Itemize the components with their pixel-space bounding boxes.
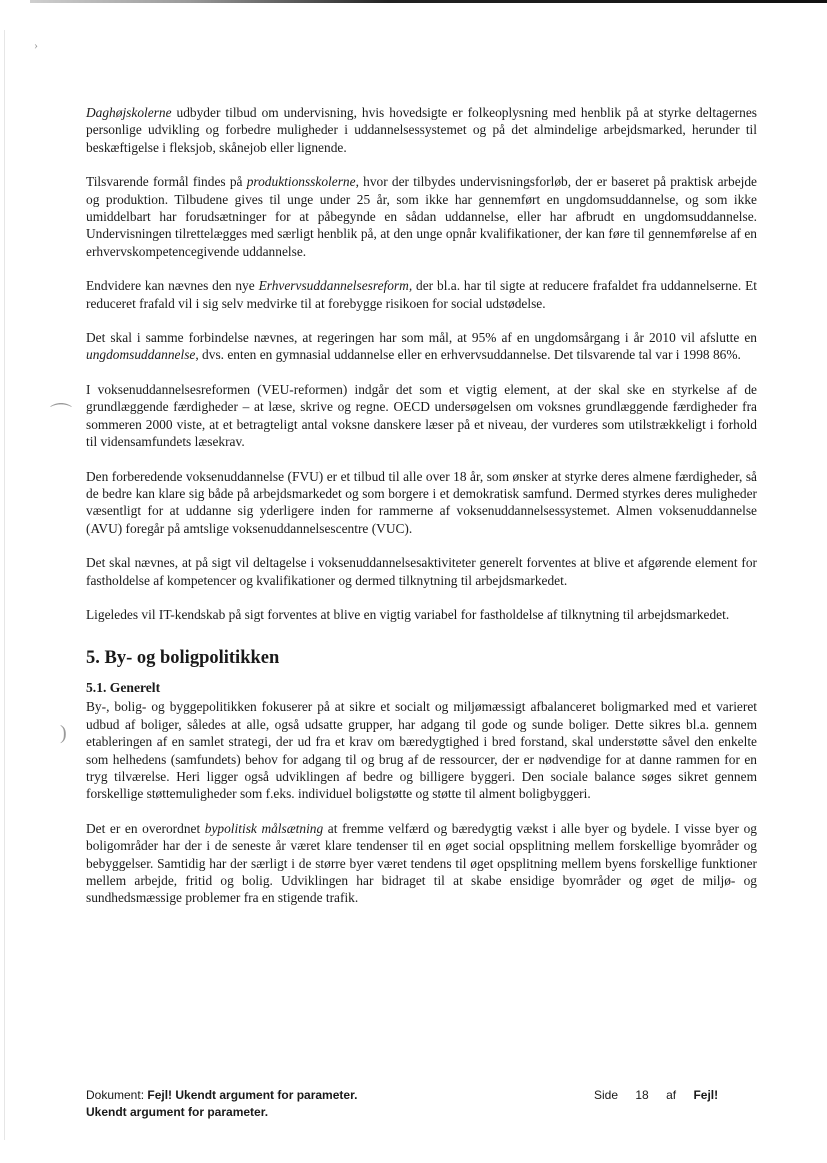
paragraph-text: Ligeledes vil IT-kendskab på sigt forventes at blive en vigtig variabel for fastholdelse af tilknytning til arbejdsmarkedet. (86, 606, 730, 622)
document-body (86, 104, 757, 924)
footer-side-label: Side (594, 1088, 619, 1102)
paragraph-daghojskolerne (86, 104, 757, 156)
subsection-heading: 5.1. Generelt (86, 680, 161, 696)
paragraph-erhvervsuddannelsesreform (86, 277, 757, 312)
paragraph-bypolitik (86, 820, 757, 907)
scan-bracket: ) (60, 722, 67, 744)
paragraph-text: Den forberedende voksenuddannelse (FVU) er et tilbud til alle over 18 år, som ønsker at styrke deres almene færdigheder, så de bedre kan klare sig både på arbejdsmarkedet og som borgere i et demokratisk samfund. Dermed styrkes deres muligheder væsentligt for at uddanne sig yderligere inden for rammerne af voksenuddannelsessystemet. Almen voksenuddannelse (AVU) foregår på amtslige voksenuddannelsescentre (VUC). (86, 468, 757, 536)
paragraph-text: Endvidere kan nævnes den nye (86, 278, 259, 294)
scan-mark: › (34, 38, 38, 52)
paragraph-text: , hvor der tilbydes undervisningsforløb, der er baseret på praktisk arbejde og produktion. Tilbudene gives til unge under 25 år, som ikke har gennemført en ungdomsuddannelse, og som ikke umiddelbart har forudsætninger for at påbegynde en sådan uddannelse, eller har afbrudt en ungdomsuddannelse. Undervisningen tilrettelægges med særligt henblik på, at den unge opnår kvalifikationer, der kan føre til gennemførelse af en erhvervskompetencegivende uddannelse. (86, 174, 758, 259)
footer-page-info (594, 1087, 732, 1104)
paragraph-fvu (86, 468, 757, 538)
footer-total-pages: Fejl! (693, 1088, 719, 1102)
footer-doc-label: Dokument: (86, 1088, 148, 1102)
paragraph-text: By-, bolig- og byggepolitikken fokuserer på at sikre et socialt og miljømæssigt afbalanceret boligmarked med et varieret udbud af boliger, således at alle, også udsatte grupper, har adgang til gode og sunde boliger. Dette sikres bl.a. gennem etableringen af en samlet strategi, der ud fra et krav om bæredygtighed i bred forstand, skal understøtte såvel den enkelte som helhedens (samfundets) behov for adgang til og brug af de ressourcer, der er nødvendige for at danne rammen for en tryg tilværelse. Heri ligger også udviklingen af bedre og billigere byggeri. Den sociale balance søges sikret gennem forskellige støttemuligheder som f.eks. individuel boligstøtte og støtte til alment boligbyggeri. (86, 699, 757, 802)
scan-bracket: ⌒ (50, 402, 73, 427)
term-italic: Erhvervsuddannelsesreform, (258, 278, 413, 294)
term-italic: produktionsskolerne (246, 174, 356, 190)
paragraph-ungdomsuddannelse (86, 329, 757, 364)
paragraph-text: at fremme velfærd og bæredygtig vækst i alle byer og bydele. I visse byer og boligområder har der i de seneste år været klare tendenser til en øget social opsplitning mellem forskellige byområder og bebyggelser. Samtidig har der særligt i de større byer været tendens til øget opsplitning mellem byens forskellige funktioner mellem arbejde, fritid og bolig. Udviklingen har bidraget til at skabe ensidige byområder og øget de miljø- og sundhedsmæssige problemer fra en stigende trafik. (86, 820, 757, 906)
footer-af-label: af (666, 1088, 677, 1102)
paragraph-text: Tilsvarende formål findes på (86, 174, 247, 190)
term-italic: ungdomsuddannelse (86, 347, 196, 363)
paragraph-text: Det skal i samme forbindelse nævnes, at regeringen har som mål, at 95% af en ungdomsårgang i år 2010 vil afslutte en (86, 330, 757, 346)
footer-page-number: 18 (635, 1088, 649, 1102)
paragraph-text: der bl.a. har til sigte at reducere frafaldet fra uddannelserne. Et reduceret frafald vil i sig selv medvirke til at forebygge risikoen for social udstødelse. (86, 278, 757, 311)
paragraph-text: I voksenuddannelsesreformen (VEU-reformen) indgår det som et vigtig element, at der skal ske en styrkelse af de grundlæggende færdigheder – at læse, skrive og regne. OECD undersøgelsen om voksnes grundlæggende færdigheder fra sommeren 2000 viste, at et betragteligt antal voksne danskere læser på et niveau, der vurderes som utilstrækkeligt i forhold til vidensamfundets læsekrav. (86, 381, 757, 450)
paragraph-text: udbyder tilbud om undervisning, hvis hovedsigte er folkeoplysning med henblik på at styrke deltagernes personlige udvikling og forbedre muligheder i uddannelsessystemet og på det almindelige arbejdsmarked, herunder til beskæftigelse i fleksjob, skånejob eller lignende. (86, 105, 757, 155)
paragraph-text: Det skal nævnes, at på sigt vil deltagelse i voksenuddannelsesaktiviteter generelt forventes at blive et afgørende element for fastholdelse af kompetencer og kvalifikationer og dermed tilknytning til arbejdsmarkedet. (86, 555, 757, 588)
term-italic: bypolitisk målsætning (204, 820, 324, 836)
paragraph-voksenuddannelse (86, 554, 757, 589)
footer-document-info (86, 1087, 426, 1121)
paragraph-text: , dvs. enten en gymnasial uddannelse eller en erhvervsuddannelse. Det tilsvarende tal var i 1998 86%. (195, 347, 741, 363)
footer-doc-value-line2: Ukendt argument for parameter. (86, 1105, 269, 1119)
scan-left-edge (4, 30, 5, 1140)
term-italic: Daghøjskolerne (86, 105, 172, 120)
paragraph-veu-reform (86, 381, 757, 451)
paragraph-produktionsskolerne (86, 173, 757, 260)
top-rule (30, 0, 827, 3)
section-heading: 5. By- og boligpolitikken (86, 648, 280, 669)
paragraph-text: Det er en overordnet (86, 820, 205, 836)
paragraph-it-kendskab (86, 606, 757, 623)
footer-doc-value: Fejl! Ukendt argument for parameter. (147, 1088, 358, 1102)
paragraph-boligpolitik (86, 698, 757, 802)
